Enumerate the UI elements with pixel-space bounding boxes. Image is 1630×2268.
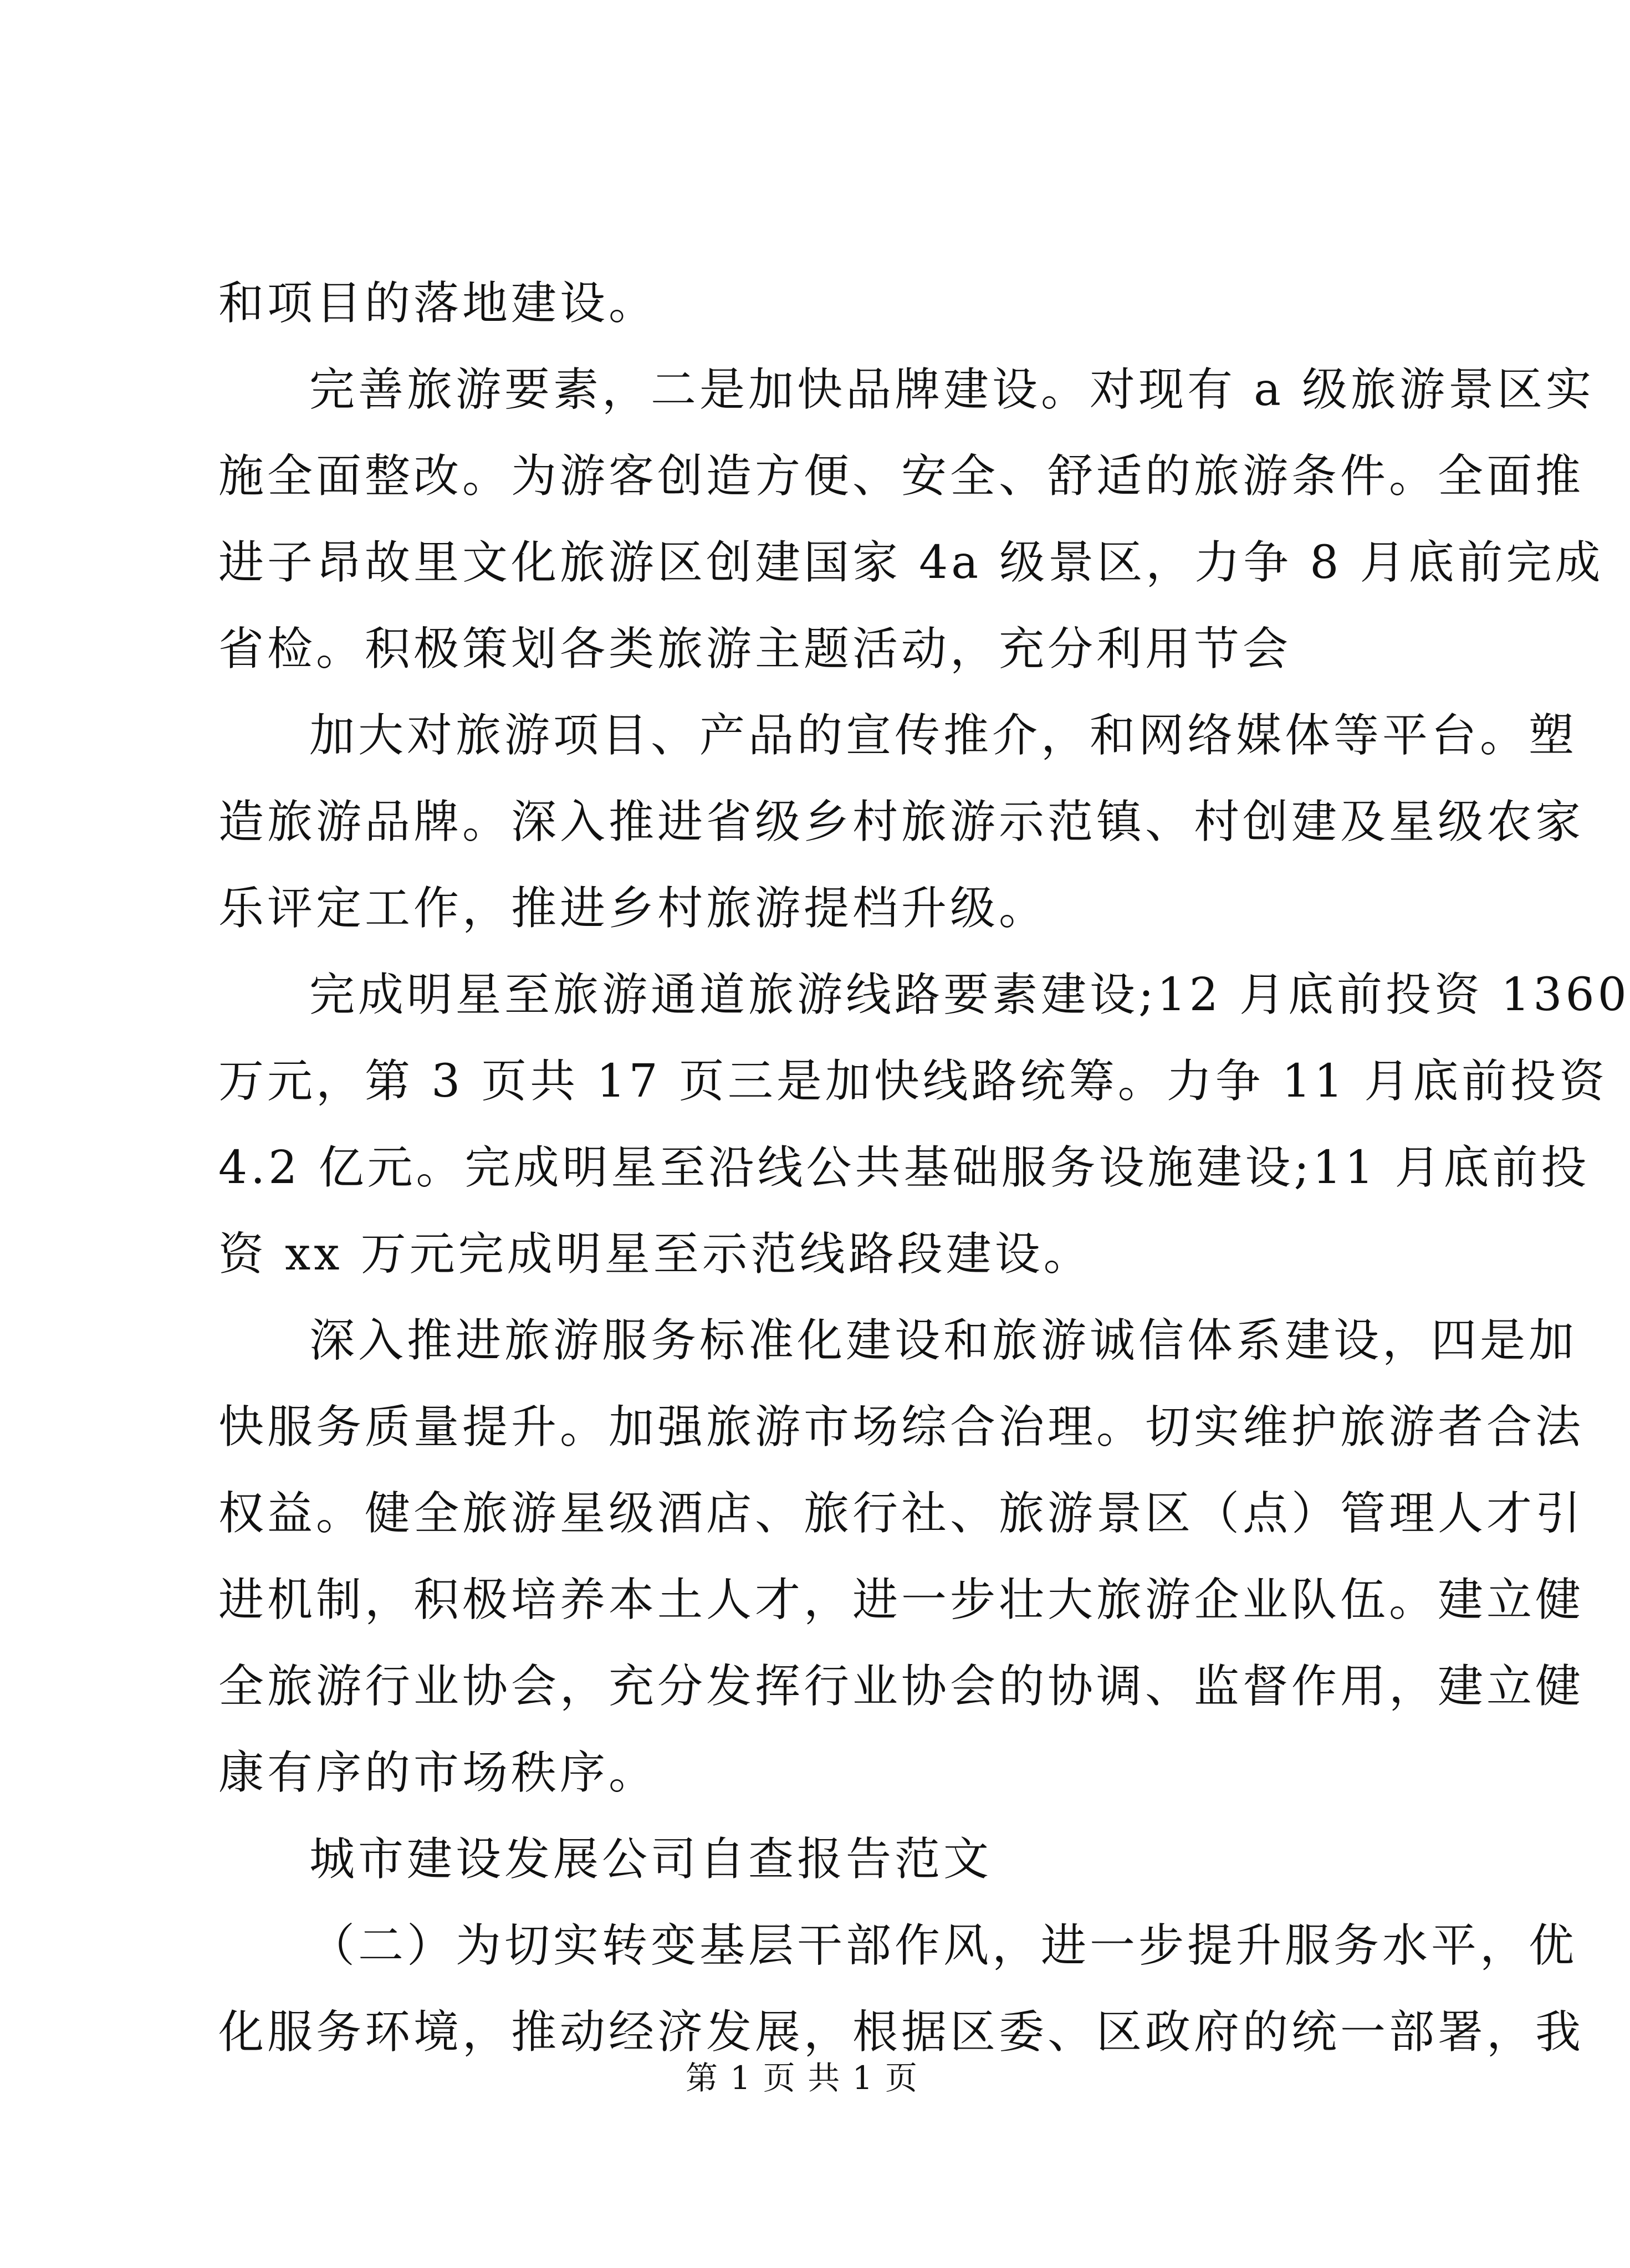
text-line: 进机制，积极培养本土人才，进一步壮大旅游企业队伍。建立健 (218, 1574, 1585, 1626)
text-line: 完成明星至旅游通道旅游线路要素建设;12 月底前投资 1360 (309, 969, 1630, 1021)
text-line: 4.2 亿元。完成明星至沿线公共基础服务设施建设;11 月底前投 (218, 1141, 1590, 1194)
text-line: 省检。积极策划各类旅游主题活动，充分利用节会 (218, 623, 1292, 675)
page-footer (0, 2056, 1604, 2100)
section-title: 城市建设发展公司自查报告范文 (309, 1833, 993, 1886)
text-line: 完善旅游要素，二是加快品牌建设。对现有 a 级旅游景区实 (309, 364, 1595, 416)
text-line: 进子昂故里文化旅游区创建国家 4a 级景区，力争 8 月底前完成 (218, 536, 1604, 589)
text-line: 康有序的市场秩序。 (218, 1747, 658, 1799)
text-line: 资 xx 万元完成明星至示范线路段建设。 (218, 1228, 1092, 1281)
page-number-label: 第 1 页 共 1 页 (686, 2059, 918, 2097)
text-line: 快服务质量提升。加强旅游市场综合治理。切实维护旅游者合法 (218, 1401, 1585, 1453)
text-line: 加大对旅游项目、产品的宣传推介，和网络媒体等平台。塑 (309, 709, 1578, 762)
text-line: （二）为切实转变基层干部作风，进一步提升服务水平，优 (309, 1919, 1578, 1972)
text-line: 权益。健全旅游星级酒店、旅行社、旅游景区（点）管理人才引 (218, 1487, 1585, 1540)
text-line: 和项目的落地建设。 (218, 277, 658, 330)
text-line: 深入推进旅游服务标准化建设和旅游诚信体系建设，四是加 (309, 1314, 1578, 1367)
document-body (218, 260, 1630, 2076)
text-line: 万元，第 3 页共 17 页三是加快线路统筹。力争 11 月底前投资 (218, 1055, 1608, 1108)
text-line: 乐评定工作，推进乡村旅游提档升级。 (218, 882, 1048, 935)
text-line: 化服务环境，推动经济发展，根据区委、区政府的统一部署，我 (218, 2006, 1585, 2059)
text-line: 造旅游品牌。深入推进省级乡村旅游示范镇、村创建及星级农家 (218, 796, 1585, 848)
text-line: 全旅游行业协会，充分发挥行业协会的协调、监督作用，建立健 (218, 1660, 1585, 1713)
text-line: 施全面整改。为游客创造方便、安全、舒适的旅游条件。全面推 (218, 450, 1585, 503)
